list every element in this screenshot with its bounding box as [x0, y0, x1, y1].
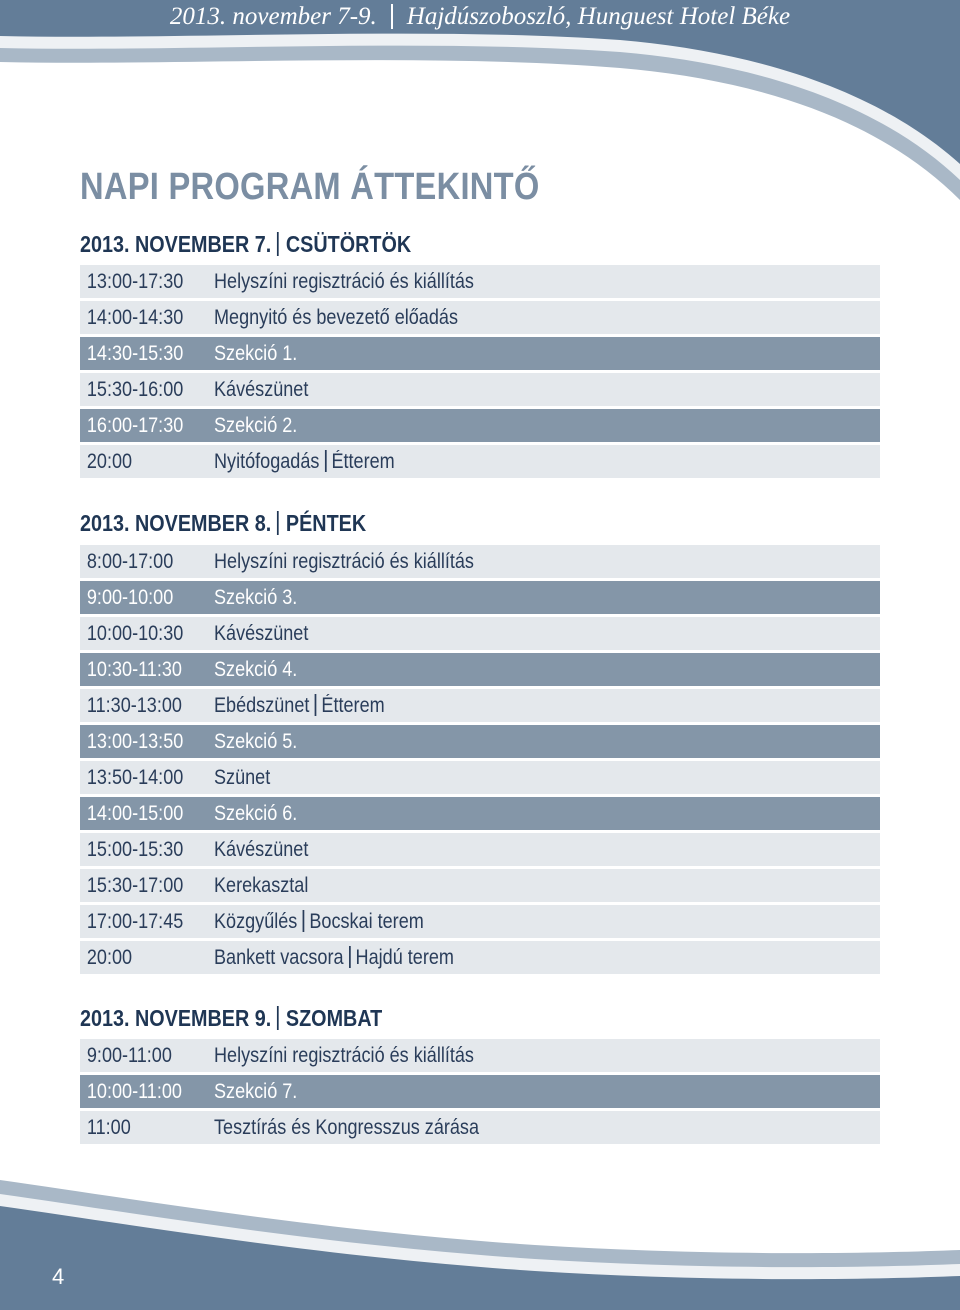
row-event: Szekció 2. — [214, 413, 298, 437]
row-time: 20:00 — [86, 945, 133, 969]
row-event: Helyszíni regisztráció és kiállítás — [214, 269, 474, 293]
table-row — [80, 617, 880, 650]
row-time: 14:00-14:30 — [86, 305, 184, 329]
table-row — [80, 265, 880, 298]
event-separator — [349, 946, 351, 968]
event-location: Bocskai terem — [309, 909, 424, 933]
header-dates: 2013. november 7-9. — [169, 3, 377, 30]
row-event: Szekció 6. — [214, 801, 298, 825]
event-location: Hajdú terem — [355, 945, 454, 969]
schedule-nov-8 — [80, 545, 880, 977]
footer-wave-decoration — [0, 1150, 960, 1310]
heading-separator — [277, 232, 279, 256]
header-title — [0, 0, 960, 36]
event-name: Ebédszünet — [214, 693, 310, 717]
row-time: 10:30-11:30 — [86, 657, 182, 681]
table-row — [80, 689, 880, 722]
table-row — [80, 905, 880, 938]
row-time: 13:00-13:50 — [86, 729, 184, 753]
row-event: Tesztírás és Kongresszus zárása — [214, 1115, 480, 1139]
row-event — [214, 694, 385, 718]
schedule-nov-7 — [80, 265, 880, 481]
row-time: 9:00-11:00 — [86, 1043, 172, 1067]
table-row — [80, 1111, 880, 1144]
row-event — [214, 910, 424, 934]
table-row — [80, 653, 880, 686]
table-row — [80, 761, 880, 794]
header-separator — [391, 4, 393, 29]
table-row — [80, 725, 880, 758]
table-row — [80, 797, 880, 830]
row-time: 11:30-13:00 — [86, 693, 182, 717]
row-time: 10:00-10:30 — [86, 621, 184, 645]
row-time: 17:00-17:45 — [86, 909, 184, 933]
event-location: Étterem — [321, 693, 385, 717]
table-row — [80, 1075, 880, 1108]
row-time: 14:00-15:00 — [86, 801, 184, 825]
table-row — [80, 409, 880, 442]
heading-separator — [277, 1006, 279, 1030]
row-event: Helyszíni regisztráció és kiállítás — [214, 1043, 474, 1067]
event-name: Közgyűlés — [214, 909, 298, 933]
day-heading-nov-9 — [80, 1003, 382, 1033]
row-time: 8:00-17:00 — [86, 549, 174, 573]
event-separator — [302, 910, 304, 932]
table-row — [80, 545, 880, 578]
table-row — [80, 337, 880, 370]
row-time: 16:00-17:30 — [86, 413, 184, 437]
table-row — [80, 869, 880, 902]
row-event — [214, 946, 454, 970]
day-heading-nov-8 — [80, 508, 366, 538]
row-event: Szekció 4. — [214, 657, 298, 681]
row-time: 13:50-14:00 — [86, 765, 184, 789]
day-date: 2013. NOVEMBER 7. — [80, 231, 272, 257]
row-event: Helyszíni regisztráció és kiállítás — [214, 549, 474, 573]
table-row — [80, 581, 880, 614]
table-row — [80, 833, 880, 866]
row-event: Kávészünet — [214, 377, 309, 401]
day-date: 2013. NOVEMBER 9. — [80, 1005, 272, 1031]
table-row — [80, 301, 880, 334]
event-separator — [325, 450, 327, 472]
table-row — [80, 941, 880, 974]
table-row — [80, 1039, 880, 1072]
row-time: 15:30-17:00 — [86, 873, 184, 897]
row-time: 13:00-17:30 — [86, 269, 184, 293]
row-event: Kerekasztal — [214, 873, 309, 897]
row-event: Megnyitó és bevezető előadás — [214, 305, 458, 329]
event-name: Nyitófogadás — [214, 449, 320, 473]
page-number: 4 — [52, 1264, 65, 1289]
heading-separator — [277, 511, 279, 535]
header-venue: Hajdúszoboszló, Hunguest Hotel Béke — [406, 3, 791, 30]
day-date: 2013. NOVEMBER 8. — [80, 510, 272, 536]
row-time: 10:00-11:00 — [86, 1079, 182, 1103]
event-name: Bankett vacsora — [214, 945, 344, 969]
row-event: Szekció 1. — [214, 341, 298, 365]
main-title: NAPI PROGRAM ÁTTEKINTŐ — [80, 166, 540, 208]
row-time: 15:00-15:30 — [86, 837, 184, 861]
row-event: Kávészünet — [214, 621, 309, 645]
schedule-nov-9 — [80, 1039, 880, 1147]
row-event: Szekció 7. — [214, 1079, 298, 1103]
day-weekday: SZOMBAT — [285, 1005, 383, 1031]
row-event: Szekció 3. — [214, 585, 298, 609]
row-event: Szünet — [214, 765, 271, 789]
table-row — [80, 445, 880, 478]
day-weekday: CSÜTÖRTÖK — [285, 231, 412, 257]
row-time: 11:00 — [86, 1115, 131, 1139]
row-event — [214, 450, 395, 474]
row-time: 15:30-16:00 — [86, 377, 184, 401]
row-time: 9:00-10:00 — [86, 585, 174, 609]
event-location: Étterem — [331, 449, 395, 473]
table-row — [80, 373, 880, 406]
row-time: 20:00 — [86, 449, 133, 473]
row-time: 14:30-15:30 — [86, 341, 184, 365]
day-heading-nov-7 — [80, 229, 411, 259]
event-separator — [315, 694, 317, 716]
row-event: Kávészünet — [214, 837, 309, 861]
row-event: Szekció 5. — [214, 729, 298, 753]
day-weekday: PÉNTEK — [285, 510, 367, 536]
